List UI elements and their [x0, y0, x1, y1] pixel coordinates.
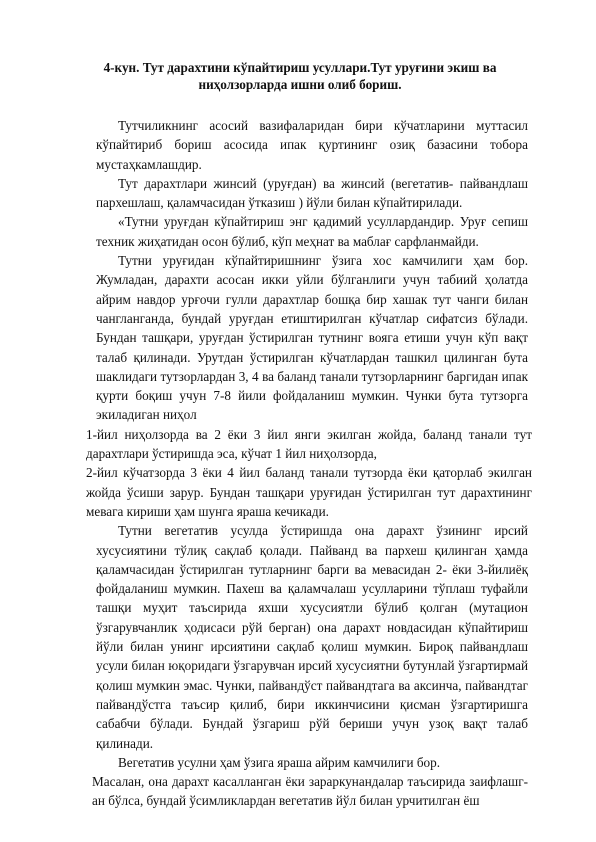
document-body — [86, 116, 532, 811]
paragraph-8: Вегетатив усулни ҳам ўзига яраша айрим камчилиги бор. — [118, 754, 441, 770]
paragraph-3: «Тутни уруғдан кўпайтириш энг қадимий усуллардандир. Уруғ сепиш техник жиҳатидан осон бўлиб, кўп меҳнат ва маблағ сарфланмайди. — [96, 214, 528, 249]
paragraph-5: 1-йил ниҳолзорда ва 2 ёки 3 йил янги экилган жойда, баланд танали тут дарахтлари ўстиришда эса, кўчат 1 йил ниҳолзорда, — [86, 426, 532, 462]
paragraph-9: Масалан, она дарахт касалланган ёки зараркунандалар таъсирида заифлашг-ан бўлса, бундай ўсимликлардан вегетатив йўл билан урчитилган ёш — [92, 774, 528, 809]
paragraph-2: Тут дарахтлари жинсий (уруғдан) ва жинсий (вегетатив- пайвандлаш пархешлаш, қаламчасидан ўтказиш ) йўли билан кўпайтирилади. — [96, 175, 528, 211]
paragraph-6: 2-йил кўчатзорда 3 ёки 4 йил баланд танали тутзорда ёки қаторлаб экилган жойда ўсиши зарур. Бундан ташқари уруғидан ўстирилган тут дарахтининг мевага кириши ҳам шунга яраша кечикади. — [86, 465, 532, 519]
title-line-1: 4-кун. Тут дарахтини кўпайтириш усуллари.Тут уруғини экиш ва — [103, 60, 497, 75]
title-line-2: ниҳолзорларда ишни олиб бориш. — [198, 76, 402, 92]
paragraph-1: Тутчиликнинг асосий вазифаларидан бири кўчатларини муттасил кўпайтириб бориш асосида ипак қуртининг озиқ базасини тобора мустаҳкамлашдир. — [96, 118, 528, 172]
document-title — [90, 60, 510, 93]
paragraph-4: Тутни уруғидан кўпайтиришнинг ўзига хос камчилиги ҳам бор. Жумладан, дарахти асосан икки уйли бўлганлиги учун табиий ҳолатда айрим навдор урғочи гулли дарахтлар бошқа бир хашак тут чанги билан чангланганда, бундай уруғдан етиштирилган кўчатлар сифатсиз бўлади. Бундан ташқари, уруғдан ўстирилган тутнинг вояга етиши учун кўп вақт талаб қилинади. Урутдан ўстирилган кўчатлардан ташкил цилинган бута шаклидаги тутзорлардан 3, 4 ва баланд танали тутзорларнинг баргидан ипак қурти боқиш учун 7-8 йили фойдаланиш мумкин. Чунки бута тутзорга экиладиган ниҳол — [96, 253, 528, 423]
paragraph-7: Тутни вегетатив усулда ўстиришда она дарахт ўзининг ирсий хусусиятини тўлиқ сақлаб қолади. Пайванд ва пархеш қилинган ҳамда қаламчасидан ўстирилган тутларнинг барги ва мевасидан 2- ёки 3-йилиёқ фойдаланиш мумкин. Пахеш ва қаламчалаш усулларини тўплаш туфайли ташқи муҳит таъсирида яхши хусусиятли бўлиб қолган (мутацион ўзгарувчанлик ҳодисаси рўй берган) она дарахт новдасидан кўпайтириш йўли билан унинг ирсиятини сақлаб қолиш мумкин. Бироқ пайвандлаш усули билан юқоридаги ўзгарувчан ирсий хусусиятни бутунлай ўзгартирмай қолиш мумкин эмас. Чунки, пайвандўст пайвандтага ва аксинча, пайвандтаг пайвандўстга таъсир қилиб, бири иккинчисини қисман ўзгартиришга сабабчи бўлади. Бундай ўзгариш рўй бериши учун узоқ вақт талаб қилинади. — [96, 523, 528, 751]
